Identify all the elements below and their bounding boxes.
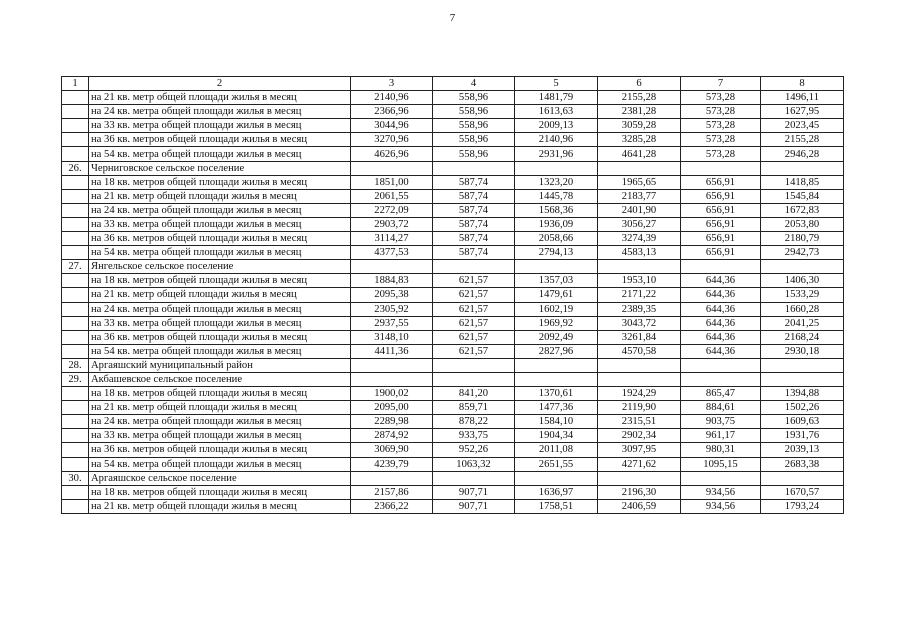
table-row <box>62 203 844 217</box>
header-row <box>62 77 844 91</box>
value-cell: 1370,61 <box>515 387 598 401</box>
table-row <box>62 105 844 119</box>
value-cell: 1904,34 <box>515 429 598 443</box>
value-cell: 656,91 <box>681 203 761 217</box>
empty-cell <box>433 372 515 386</box>
empty-cell <box>681 161 761 175</box>
row-number-cell <box>62 344 89 358</box>
section-number: 27. <box>62 260 89 274</box>
value-cell: 1627,95 <box>761 105 844 119</box>
section-row <box>62 471 844 485</box>
value-cell: 2095,38 <box>351 288 433 302</box>
empty-cell <box>433 161 515 175</box>
value-cell: 2180,79 <box>761 232 844 246</box>
value-cell: 656,91 <box>681 217 761 231</box>
row-label: на 33 кв. метра общей площади жилья в месяц <box>89 316 351 330</box>
value-cell: 2683,38 <box>761 457 844 471</box>
value-cell: 2272,09 <box>351 203 433 217</box>
value-cell: 903,75 <box>681 415 761 429</box>
value-cell: 2389,35 <box>598 302 681 316</box>
row-label: на 21 кв. метр общей площади жилья в месяц <box>89 401 351 415</box>
value-cell: 884,61 <box>681 401 761 415</box>
value-cell: 2155,28 <box>761 133 844 147</box>
row-number-cell <box>62 429 89 443</box>
value-cell: 644,36 <box>681 316 761 330</box>
header-cell: 2 <box>89 77 351 91</box>
table-row <box>62 499 844 513</box>
value-cell: 1884,83 <box>351 274 433 288</box>
value-cell: 1670,57 <box>761 485 844 499</box>
row-label: на 21 кв. метр общей площади жилья в месяц <box>89 189 351 203</box>
table-body <box>62 91 844 514</box>
empty-cell <box>351 471 433 485</box>
value-cell: 1602,19 <box>515 302 598 316</box>
page-number: 7 <box>449 12 456 24</box>
value-cell: 4239,79 <box>351 457 433 471</box>
section-row <box>62 358 844 372</box>
value-cell: 961,17 <box>681 429 761 443</box>
value-cell: 644,36 <box>681 274 761 288</box>
table-row <box>62 274 844 288</box>
value-cell: 621,57 <box>433 302 515 316</box>
section-row <box>62 372 844 386</box>
value-cell: 587,74 <box>433 217 515 231</box>
row-number-cell <box>62 302 89 316</box>
value-cell: 587,74 <box>433 203 515 217</box>
value-cell: 1672,83 <box>761 203 844 217</box>
value-cell: 2023,45 <box>761 119 844 133</box>
value-cell: 1931,76 <box>761 429 844 443</box>
row-label: на 33 кв. метра общей площади жилья в месяц <box>89 217 351 231</box>
row-number-cell <box>62 288 89 302</box>
value-cell: 2937,55 <box>351 316 433 330</box>
empty-cell <box>515 260 598 274</box>
row-label: на 36 кв. метров общей площади жилья в месяц <box>89 443 351 457</box>
value-cell: 2196,30 <box>598 485 681 499</box>
row-label: на 21 кв. метр общей площади жилья в месяц <box>89 91 351 105</box>
header-cell: 7 <box>681 77 761 91</box>
value-cell: 2011,08 <box>515 443 598 457</box>
value-cell: 907,71 <box>433 499 515 513</box>
value-cell: 1609,63 <box>761 415 844 429</box>
row-label: на 21 кв. метр общей площади жилья в месяц <box>89 499 351 513</box>
value-cell: 1568,36 <box>515 203 598 217</box>
value-cell: 644,36 <box>681 288 761 302</box>
row-number-cell <box>62 485 89 499</box>
value-cell: 558,96 <box>433 147 515 161</box>
section-number: 30. <box>62 471 89 485</box>
empty-cell <box>681 471 761 485</box>
value-cell: 1758,51 <box>515 499 598 513</box>
value-cell: 2140,96 <box>351 91 433 105</box>
row-number-cell <box>62 147 89 161</box>
empty-cell <box>598 372 681 386</box>
value-cell: 1479,61 <box>515 288 598 302</box>
row-label: на 18 кв. метров общей площади жилья в месяц <box>89 274 351 288</box>
empty-cell <box>598 260 681 274</box>
value-cell: 2053,80 <box>761 217 844 231</box>
value-cell: 621,57 <box>433 344 515 358</box>
empty-cell <box>761 372 844 386</box>
section-title: Янгельское сельское поселение <box>89 260 351 274</box>
table-row <box>62 387 844 401</box>
value-cell: 2942,73 <box>761 246 844 260</box>
empty-cell <box>351 372 433 386</box>
value-cell: 2315,51 <box>598 415 681 429</box>
table-row <box>62 147 844 161</box>
section-title: Акбашевское сельское поселение <box>89 372 351 386</box>
value-cell: 2902,34 <box>598 429 681 443</box>
empty-cell <box>761 358 844 372</box>
header-cell: 6 <box>598 77 681 91</box>
value-cell: 3114,27 <box>351 232 433 246</box>
value-cell: 1793,24 <box>761 499 844 513</box>
row-label: на 54 кв. метра общей площади жилья в месяц <box>89 246 351 260</box>
value-cell: 1851,00 <box>351 175 433 189</box>
value-cell: 1900,02 <box>351 387 433 401</box>
tariff-table <box>61 76 844 514</box>
value-cell: 1502,26 <box>761 401 844 415</box>
table-row <box>62 119 844 133</box>
section-title: Аргаяшский муниципальный район <box>89 358 351 372</box>
value-cell: 2827,96 <box>515 344 598 358</box>
value-cell: 2155,28 <box>598 91 681 105</box>
value-cell: 2183,77 <box>598 189 681 203</box>
table-row <box>62 246 844 260</box>
empty-cell <box>515 471 598 485</box>
row-number-cell <box>62 232 89 246</box>
row-number-cell <box>62 401 89 415</box>
section-number: 28. <box>62 358 89 372</box>
table-row <box>62 330 844 344</box>
value-cell: 2041,25 <box>761 316 844 330</box>
row-number-cell <box>62 274 89 288</box>
value-cell: 4411,36 <box>351 344 433 358</box>
value-cell: 1095,15 <box>681 457 761 471</box>
row-label: на 33 кв. метра общей площади жилья в месяц <box>89 119 351 133</box>
value-cell: 1445,78 <box>515 189 598 203</box>
value-cell: 2930,18 <box>761 344 844 358</box>
value-cell: 1636,97 <box>515 485 598 499</box>
section-number: 26. <box>62 161 89 175</box>
row-label: на 33 кв. метра общей площади жилья в месяц <box>89 429 351 443</box>
value-cell: 558,96 <box>433 133 515 147</box>
value-cell: 2289,98 <box>351 415 433 429</box>
value-cell: 4377,53 <box>351 246 433 260</box>
section-row <box>62 260 844 274</box>
value-cell: 1063,32 <box>433 457 515 471</box>
value-cell: 1924,29 <box>598 387 681 401</box>
table-row <box>62 457 844 471</box>
value-cell: 621,57 <box>433 274 515 288</box>
row-number-cell <box>62 415 89 429</box>
header-cell: 3 <box>351 77 433 91</box>
value-cell: 3097,95 <box>598 443 681 457</box>
header-cell: 1 <box>62 77 89 91</box>
value-cell: 1406,30 <box>761 274 844 288</box>
row-label: на 24 кв. метра общей площади жилья в месяц <box>89 203 351 217</box>
value-cell: 4641,28 <box>598 147 681 161</box>
value-cell: 587,74 <box>433 232 515 246</box>
row-number-cell <box>62 119 89 133</box>
value-cell: 1613,63 <box>515 105 598 119</box>
value-cell: 2794,13 <box>515 246 598 260</box>
value-cell: 573,28 <box>681 147 761 161</box>
row-number-cell <box>62 443 89 457</box>
value-cell: 859,71 <box>433 401 515 415</box>
value-cell: 3274,39 <box>598 232 681 246</box>
row-label: на 18 кв. метров общей площади жилья в месяц <box>89 485 351 499</box>
value-cell: 644,36 <box>681 330 761 344</box>
row-number-cell <box>62 91 89 105</box>
value-cell: 2058,66 <box>515 232 598 246</box>
value-cell: 2119,90 <box>598 401 681 415</box>
empty-cell <box>598 358 681 372</box>
table-row <box>62 189 844 203</box>
section-number: 29. <box>62 372 89 386</box>
row-number-cell <box>62 175 89 189</box>
value-cell: 2903,72 <box>351 217 433 231</box>
value-cell: 656,91 <box>681 232 761 246</box>
value-cell: 1418,85 <box>761 175 844 189</box>
table-row <box>62 288 844 302</box>
value-cell: 952,26 <box>433 443 515 457</box>
section-row <box>62 161 844 175</box>
value-cell: 1660,28 <box>761 302 844 316</box>
row-label: на 36 кв. метров общей площади жилья в месяц <box>89 133 351 147</box>
value-cell: 2381,28 <box>598 105 681 119</box>
value-cell: 2140,96 <box>515 133 598 147</box>
value-cell: 841,20 <box>433 387 515 401</box>
table-row <box>62 415 844 429</box>
value-cell: 2061,55 <box>351 189 433 203</box>
value-cell: 587,74 <box>433 246 515 260</box>
row-label: на 54 кв. метра общей площади жилья в месяц <box>89 147 351 161</box>
row-label: на 54 кв. метра общей площади жилья в месяц <box>89 344 351 358</box>
value-cell: 656,91 <box>681 246 761 260</box>
row-label: на 36 кв. метров общей площади жилья в месяц <box>89 232 351 246</box>
value-cell: 1323,20 <box>515 175 598 189</box>
value-cell: 1545,84 <box>761 189 844 203</box>
empty-cell <box>515 161 598 175</box>
value-cell: 1584,10 <box>515 415 598 429</box>
value-cell: 621,57 <box>433 330 515 344</box>
value-cell: 644,36 <box>681 344 761 358</box>
value-cell: 656,91 <box>681 175 761 189</box>
value-cell: 3069,90 <box>351 443 433 457</box>
value-cell: 2092,49 <box>515 330 598 344</box>
value-cell: 587,74 <box>433 175 515 189</box>
value-cell: 4570,58 <box>598 344 681 358</box>
row-number-cell <box>62 316 89 330</box>
value-cell: 558,96 <box>433 119 515 133</box>
row-number-cell <box>62 330 89 344</box>
value-cell: 2931,96 <box>515 147 598 161</box>
value-cell: 621,57 <box>433 288 515 302</box>
empty-cell <box>351 260 433 274</box>
row-number-cell <box>62 387 89 401</box>
empty-cell <box>598 161 681 175</box>
empty-cell <box>598 471 681 485</box>
table-row <box>62 344 844 358</box>
value-cell: 2406,59 <box>598 499 681 513</box>
empty-cell <box>761 161 844 175</box>
value-cell: 587,74 <box>433 189 515 203</box>
value-cell: 1969,92 <box>515 316 598 330</box>
table-row <box>62 485 844 499</box>
row-number-cell <box>62 203 89 217</box>
value-cell: 3043,72 <box>598 316 681 330</box>
value-cell: 1357,03 <box>515 274 598 288</box>
value-cell: 3148,10 <box>351 330 433 344</box>
section-title: Аргаяшское сельское поселение <box>89 471 351 485</box>
value-cell: 3270,96 <box>351 133 433 147</box>
value-cell: 1936,09 <box>515 217 598 231</box>
value-cell: 1496,11 <box>761 91 844 105</box>
value-cell: 656,91 <box>681 189 761 203</box>
empty-cell <box>433 471 515 485</box>
section-title: Черниговское сельское поселение <box>89 161 351 175</box>
value-cell: 2366,96 <box>351 105 433 119</box>
empty-cell <box>761 471 844 485</box>
value-cell: 934,56 <box>681 499 761 513</box>
value-cell: 907,71 <box>433 485 515 499</box>
value-cell: 558,96 <box>433 91 515 105</box>
header-cell: 8 <box>761 77 844 91</box>
value-cell: 3059,28 <box>598 119 681 133</box>
empty-cell <box>681 372 761 386</box>
value-cell: 878,22 <box>433 415 515 429</box>
value-cell: 1965,65 <box>598 175 681 189</box>
table-row <box>62 401 844 415</box>
value-cell: 1481,79 <box>515 91 598 105</box>
value-cell: 4583,13 <box>598 246 681 260</box>
value-cell: 2366,22 <box>351 499 433 513</box>
row-label: на 24 кв. метра общей площади жилья в месяц <box>89 415 351 429</box>
row-label: на 24 кв. метра общей площади жилья в месяц <box>89 302 351 316</box>
value-cell: 2095,00 <box>351 401 433 415</box>
value-cell: 1533,29 <box>761 288 844 302</box>
value-cell: 2946,28 <box>761 147 844 161</box>
value-cell: 573,28 <box>681 133 761 147</box>
value-cell: 2009,13 <box>515 119 598 133</box>
value-cell: 2157,86 <box>351 485 433 499</box>
value-cell: 1477,36 <box>515 401 598 415</box>
row-label: на 21 кв. метр общей площади жилья в месяц <box>89 288 351 302</box>
table-row <box>62 217 844 231</box>
empty-cell <box>515 372 598 386</box>
row-number-cell <box>62 133 89 147</box>
value-cell: 865,47 <box>681 387 761 401</box>
row-number-cell <box>62 105 89 119</box>
value-cell: 573,28 <box>681 119 761 133</box>
value-cell: 573,28 <box>681 91 761 105</box>
row-number-cell <box>62 217 89 231</box>
row-number-cell <box>62 189 89 203</box>
empty-cell <box>681 260 761 274</box>
empty-cell <box>433 260 515 274</box>
row-label: на 18 кв. метров общей площади жилья в месяц <box>89 387 351 401</box>
value-cell: 2171,22 <box>598 288 681 302</box>
row-label: на 54 кв. метра общей площади жилья в месяц <box>89 457 351 471</box>
empty-cell <box>681 358 761 372</box>
row-number-cell <box>62 457 89 471</box>
value-cell: 2305,92 <box>351 302 433 316</box>
table-row <box>62 175 844 189</box>
empty-cell <box>761 260 844 274</box>
value-cell: 933,75 <box>433 429 515 443</box>
value-cell: 3044,96 <box>351 119 433 133</box>
value-cell: 934,56 <box>681 485 761 499</box>
table-row <box>62 302 844 316</box>
value-cell: 621,57 <box>433 316 515 330</box>
empty-cell <box>515 358 598 372</box>
value-cell: 2168,24 <box>761 330 844 344</box>
value-cell: 1953,10 <box>598 274 681 288</box>
row-label: на 36 кв. метров общей площади жилья в месяц <box>89 330 351 344</box>
table-row <box>62 133 844 147</box>
table-row <box>62 91 844 105</box>
value-cell: 2039,13 <box>761 443 844 457</box>
value-cell: 3285,28 <box>598 133 681 147</box>
row-label: на 18 кв. метров общей площади жилья в месяц <box>89 175 351 189</box>
header-cell: 4 <box>433 77 515 91</box>
header-cell: 5 <box>515 77 598 91</box>
value-cell: 980,31 <box>681 443 761 457</box>
table-row <box>62 316 844 330</box>
value-cell: 2651,55 <box>515 457 598 471</box>
table-row <box>62 232 844 246</box>
empty-cell <box>351 161 433 175</box>
value-cell: 2401,90 <box>598 203 681 217</box>
row-number-cell <box>62 499 89 513</box>
row-label: на 24 кв. метра общей площади жилья в месяц <box>89 105 351 119</box>
value-cell: 644,36 <box>681 302 761 316</box>
empty-cell <box>433 358 515 372</box>
table-row <box>62 429 844 443</box>
row-number-cell <box>62 246 89 260</box>
value-cell: 573,28 <box>681 105 761 119</box>
value-cell: 4626,96 <box>351 147 433 161</box>
empty-cell <box>351 358 433 372</box>
value-cell: 2874,92 <box>351 429 433 443</box>
value-cell: 3056,27 <box>598 217 681 231</box>
table-row <box>62 443 844 457</box>
value-cell: 1394,88 <box>761 387 844 401</box>
value-cell: 558,96 <box>433 105 515 119</box>
value-cell: 4271,62 <box>598 457 681 471</box>
value-cell: 3261,84 <box>598 330 681 344</box>
